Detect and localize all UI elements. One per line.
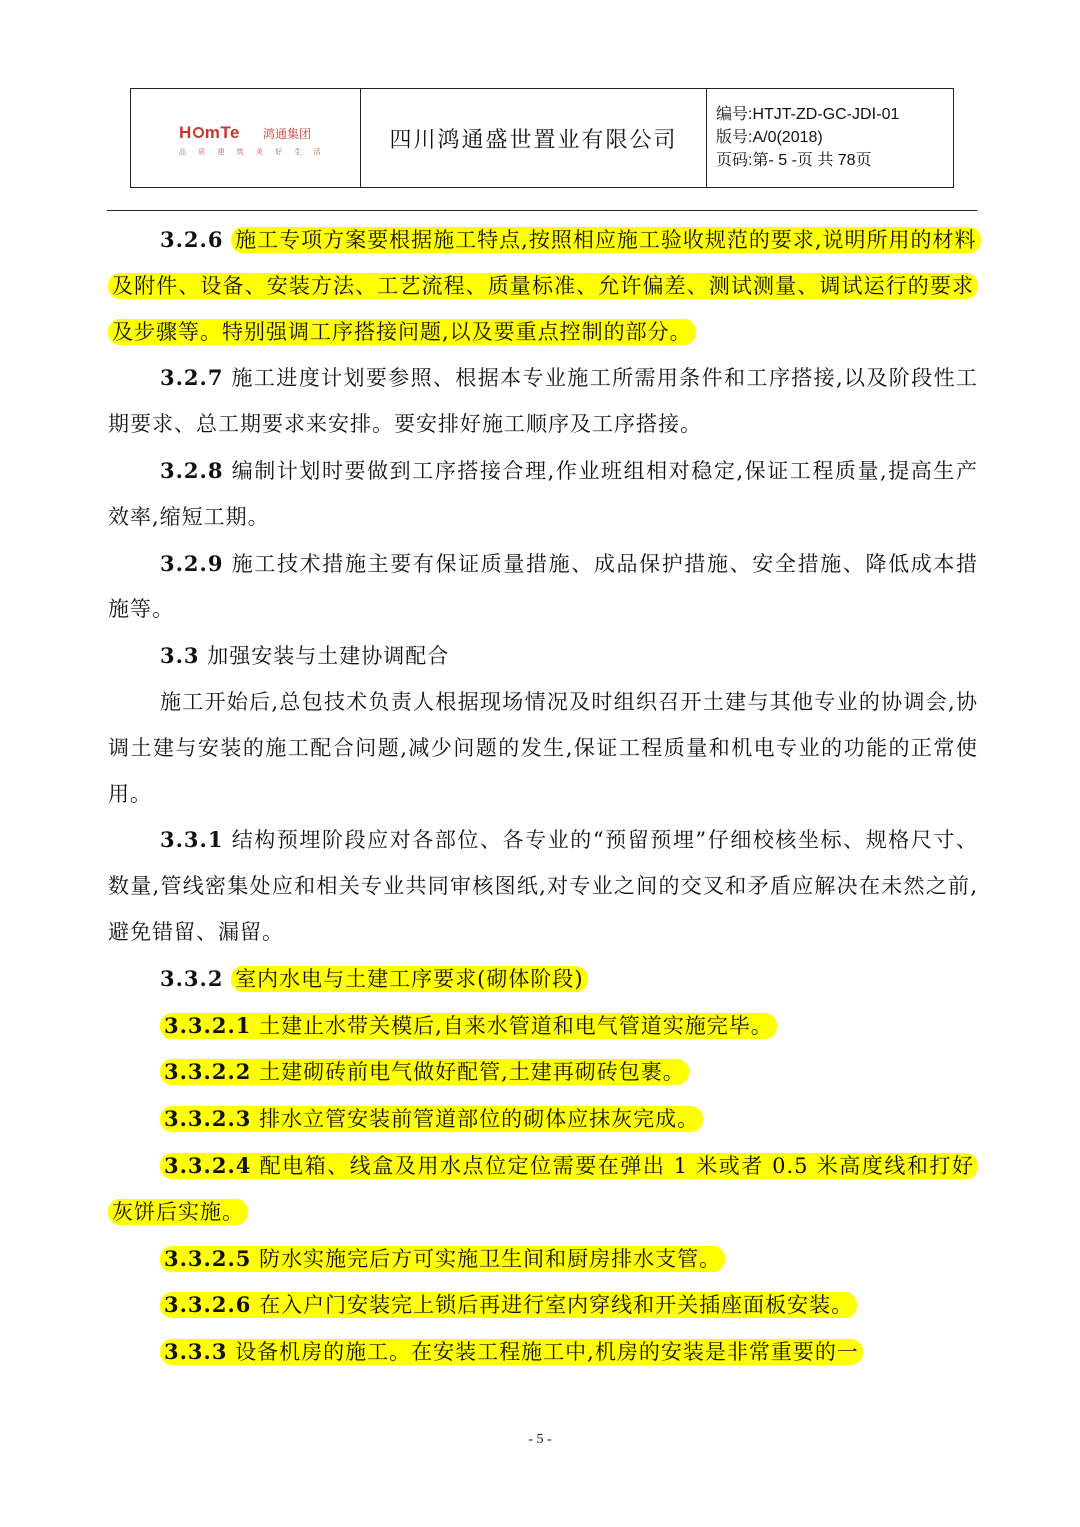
paragraph-text: 土建砌砖前电气做好配管,土建再砌砖包裹。: [259, 1060, 685, 1085]
section-number: 3.2.6: [160, 227, 224, 252]
section-number: 3.3: [160, 643, 200, 669]
company-logo: [131, 89, 361, 187]
paragraph-text: 土建止水带关模后,自来水管道和电气管道实施完毕。: [259, 1013, 773, 1038]
document-body: [108, 217, 978, 1376]
paragraph: [108, 1282, 978, 1329]
document-code: 编号:HTJT-ZD-GC-JDⅠ-01: [716, 106, 900, 123]
document-meta: [707, 89, 953, 187]
paragraph-text: 配电箱、线盒及用水点位定位需要在弹出 1 米或者 0.5 米高度线和打好灰饼后实施。: [112, 1153, 974, 1224]
paragraph: [108, 448, 978, 541]
company-name: 四川鸿通盛世置业有限公司: [361, 89, 707, 187]
paragraph: [108, 1143, 978, 1236]
paragraph-text: 防水实施完后方可实施卫生间和厨房排水支管。: [259, 1246, 722, 1271]
section-number: 3.3.2: [160, 965, 224, 991]
section-number: 3.3.2.6: [164, 1292, 252, 1318]
highlighted-text: [160, 1013, 777, 1039]
paragraph: [108, 1049, 978, 1096]
page-number: - 5 -: [528, 1432, 552, 1447]
section-number: 3.3.2.2: [164, 1059, 252, 1085]
document-version: 版号:A/0(2018): [716, 129, 823, 146]
section-number: 3.2.8: [160, 457, 224, 483]
logo-chinese-name: 鸿通集团: [263, 127, 312, 141]
paragraph: [108, 1096, 978, 1143]
paragraph: [108, 217, 978, 355]
paragraph-text: 在入户门安装完上锁后再进行室内穿线和开关插座面板安装。: [259, 1293, 854, 1318]
header-divider: [107, 210, 977, 211]
document-header-table: [130, 88, 954, 188]
paragraph: [108, 1003, 978, 1050]
highlighted-text: [108, 1153, 978, 1225]
paragraph: [108, 817, 978, 955]
section-number: 3.3.3: [164, 1339, 228, 1365]
paragraph-text: 施工进度计划要参照、根据本专业施工所需用条件和工序搭接,以及阶段性工期要求、总工期要求来安排。要安排好施工顺序及工序搭接。: [108, 366, 978, 437]
highlighted-text: [160, 1339, 863, 1365]
logo-wordmark: H mTe: [179, 123, 240, 142]
paragraph: [108, 355, 978, 448]
paragraph: [108, 956, 978, 1003]
paragraph-text: 结构预埋阶段应对各部位、各专业的“预留预埋”仔细校核坐标、规格尺寸、数量,管线密集处应和相关专业共同审核图纸,对专业之间的交叉和矛盾应解决在未然之前,避免错留、漏留。: [108, 828, 978, 944]
highlighted-text: [160, 1246, 725, 1272]
paragraph-text: 施工专项方案要根据施工特点,按照相应施工验收规范的要求,说明所用的材料及附件、设备、安装方法、工艺流程、质量标准、允许偏差、测试测量、调试运行的要求及步骤等。特别强调工序搭接问题,以及要重点控制的部分。: [108, 227, 981, 345]
section-number: 3.3.2.5: [164, 1245, 252, 1271]
paragraph-text: 编制计划时要做到工序搭接合理,作业班组相对稳定,保证工程质量,提高生产效率,缩短工期。: [108, 458, 978, 529]
highlighted-text: [160, 1106, 703, 1132]
paragraph: [108, 680, 978, 817]
logo-slogan: 品 质 建 筑 美 好 生 活: [179, 148, 326, 156]
page-info: 页码:第- 5 -页 共 78页: [716, 152, 872, 169]
section-number: 3.2.7: [160, 365, 224, 391]
paragraph: [108, 1329, 978, 1376]
paragraph-text: 加强安装与土建协调配合: [207, 644, 450, 669]
paragraph: [108, 541, 978, 634]
section-number: 3.3.2.1: [164, 1012, 252, 1038]
section-number: 3.3.1: [160, 827, 224, 853]
paragraph: [108, 633, 978, 680]
highlighted-text: [160, 1059, 689, 1085]
paragraph-text: 施工开始后,总包技术负责人根据现场情况及时组织召开土建与其他专业的协调会,协调土建与安装的施工配合问题,减少问题的发生,保证工程质量和机电专业的功能的正常使用。: [108, 689, 978, 806]
paragraph: [108, 1236, 978, 1283]
highlighted-text: [160, 1292, 857, 1318]
paragraph-text: 室内水电与土建工序要求(砌体阶段): [231, 966, 587, 992]
section-number: 3.3.2.3: [164, 1106, 252, 1132]
section-number: 3.3.2.4: [164, 1152, 252, 1178]
paragraph-text: 设备机房的施工。在安装工程施工中,机房的安装是非常重要的一: [235, 1340, 859, 1365]
paragraph-text: 施工技术措施主要有保证质量措施、成品保护措施、安全措施、降低成本措施等。: [108, 551, 978, 622]
section-number: 3.2.9: [160, 550, 224, 576]
paragraph-text: 排水立管安装前管道部位的砌体应抹灰完成。: [259, 1107, 700, 1132]
